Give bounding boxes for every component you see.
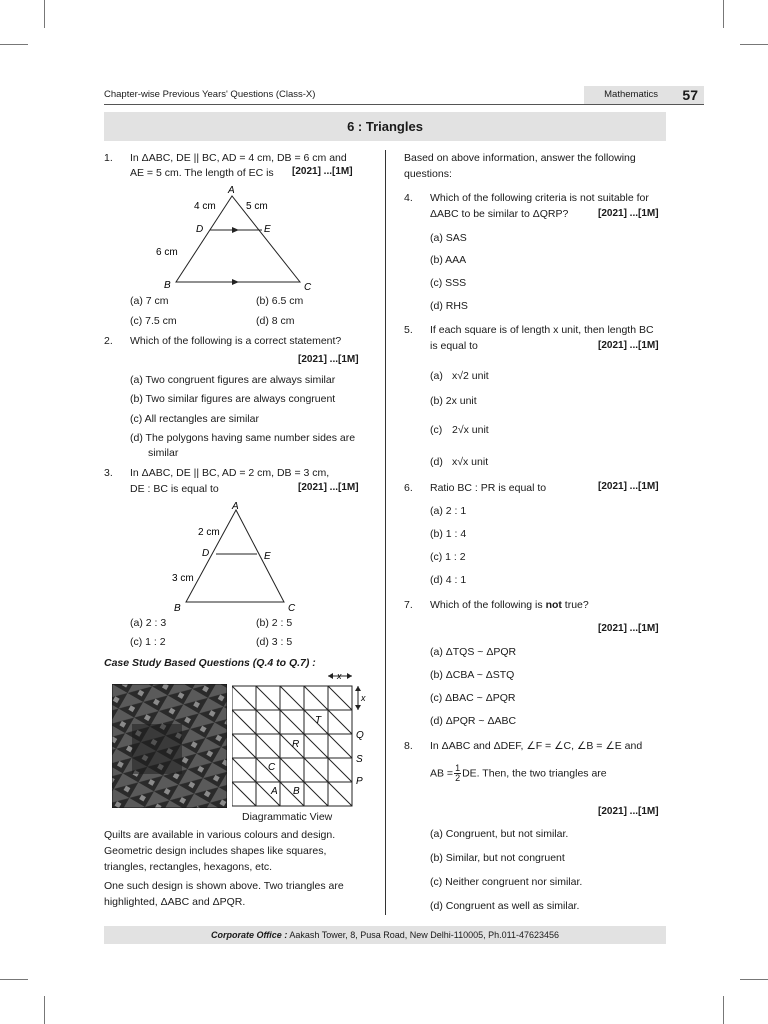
grid-label-q: Q	[356, 730, 364, 741]
vertex-b-label: B	[174, 603, 181, 614]
q4-option-a: (a) SAS	[430, 232, 467, 244]
q8-option-b: (b) Similar, but not congruent	[430, 852, 565, 864]
q1-option-d: (d) 8 cm	[256, 315, 295, 327]
q4-line2: ΔABC to be similar to ΔQRP?	[430, 208, 569, 220]
q7-option-b: (b) ΔCBA ~ ΔSTQ	[430, 669, 515, 681]
q8-option-d: (d) Congruent as well as similar.	[430, 900, 580, 912]
case-para1-line2: Geometric design includes shapes like squares,	[104, 845, 327, 857]
q3-year-mark: [2021] ...[1M]	[298, 482, 359, 493]
diagrammatic-grid	[232, 670, 382, 810]
vertex-c-label: C	[288, 603, 296, 614]
crop-mark	[0, 979, 28, 980]
parallel-arrow	[232, 227, 239, 233]
ad-length-label: 2 cm	[198, 527, 220, 538]
q5-option-a-value: x√2 unit	[452, 370, 489, 382]
q3-option-a: (a) 2 : 3	[130, 617, 167, 629]
point-d-label: D	[202, 548, 210, 559]
q8-line2	[430, 764, 607, 783]
grid-label-p: P	[356, 776, 363, 787]
q7-text	[430, 597, 589, 613]
grid-x-label: x	[337, 671, 342, 681]
crop-mark	[740, 979, 768, 980]
q5-year-mark: [2021] ...[1M]	[598, 340, 659, 351]
q5-option-c-label: (c)	[430, 424, 443, 436]
q1-option-b: (b) 6.5 cm	[256, 295, 304, 307]
vertex-b-label: B	[164, 280, 171, 291]
q3-option-c: (c) 1 : 2	[130, 636, 166, 648]
q8-year-mark: [2021] ...[1M]	[598, 806, 659, 817]
q3-option-b: (b) 2 : 5	[256, 617, 293, 629]
q6-text: Ratio BC : PR is equal to	[430, 482, 547, 494]
db-length-label: 3 cm	[172, 573, 194, 584]
q2-option-c: (c) All rectangles are similar	[130, 413, 259, 425]
q1-line1: In ΔABC, DE || BC, AD = 4 cm, DB = 6 cm and	[130, 152, 347, 164]
q2-option-d-cont: similar	[148, 447, 179, 459]
q6-option-a: (a) 2 : 1	[430, 505, 467, 517]
q8-fraction	[454, 764, 461, 783]
db-length-label: 6 cm	[156, 247, 178, 258]
crop-mark	[740, 44, 768, 45]
q1-option-a: (a) 7 cm	[130, 295, 169, 307]
q5-line2: is equal to	[430, 340, 478, 352]
q4-option-d: (d) RHS	[430, 300, 468, 312]
q7-text-pre: Which of the following is	[430, 599, 546, 611]
q3-number: 3.	[104, 467, 113, 479]
header-subject: Mathematics	[604, 89, 658, 100]
q3-line1: In ΔABC, DE || BC, AD = 2 cm, DB = 3 cm,	[130, 467, 330, 479]
grid-label-r: R	[292, 739, 300, 750]
grid-label-s: S	[356, 754, 363, 765]
column-divider	[385, 150, 386, 915]
header-book-title: Chapter-wise Previous Years' Questions (Class-X)	[104, 89, 316, 100]
point-e-label: E	[264, 224, 271, 235]
q4-number: 4.	[404, 192, 413, 204]
page-footer	[104, 926, 666, 944]
page-header	[104, 86, 704, 104]
vertex-a-label: A	[228, 185, 235, 196]
q1-triangle-figure	[140, 182, 340, 297]
chapter-title: 6 : Triangles	[104, 112, 666, 141]
grid-x-label-vertical: x	[361, 693, 366, 703]
quilt-photo	[112, 684, 227, 808]
q2-option-a: (a) Two congruent figures are always similar	[130, 374, 336, 386]
q1-line2: AE = 5 cm. The length of EC is	[130, 167, 274, 179]
crop-mark	[44, 996, 45, 1024]
q6-option-d: (d) 4 : 1	[430, 574, 467, 586]
grid-label-a: A	[271, 786, 278, 797]
crop-mark	[723, 0, 724, 28]
ae-length-label: 5 cm	[246, 201, 268, 212]
q4-option-b: (b) AAA	[430, 254, 467, 266]
page-number: 57	[682, 87, 698, 103]
q6-option-c: (c) 1 : 2	[430, 551, 466, 563]
q5-number: 5.	[404, 324, 413, 336]
right-intro-line1: Based on above information, answer the following	[404, 152, 636, 164]
grid-label-c: C	[268, 762, 276, 773]
footer-address: Aakash Tower, 8, Pusa Road, New Delhi-110005, Ph.011-47623456	[287, 930, 560, 940]
q4-option-c: (c) SSS	[430, 277, 467, 289]
q4-year-mark: [2021] ...[1M]	[598, 208, 659, 219]
q1-number: 1.	[104, 152, 113, 164]
q2-option-b: (b) Two similar figures are always congruent	[130, 393, 336, 405]
q2-option-d: (d) The polygons having same number sides are	[130, 432, 356, 444]
q7-option-c: (c) ΔBAC ~ ΔPQR	[430, 692, 516, 704]
q3-line2: DE : BC is equal to	[130, 483, 219, 495]
grid-caption: Diagrammatic View	[242, 811, 333, 823]
q5-option-b: (b) 2x unit	[430, 395, 477, 407]
q6-year-mark: [2021] ...[1M]	[598, 481, 659, 492]
q6-number: 6.	[404, 482, 413, 494]
q5-option-c-value: 2√x unit	[452, 424, 489, 436]
point-d-label: D	[196, 224, 204, 235]
q5-option-a-label: (a)	[430, 370, 443, 382]
ad-length-label: 4 cm	[194, 201, 216, 212]
q8-fraction-denominator: 2	[455, 773, 461, 783]
parallel-arrow	[232, 279, 239, 285]
q2-year-mark: [2021] ...[1M]	[298, 354, 359, 365]
crop-mark	[0, 44, 28, 45]
q3-triangle-figure	[160, 498, 320, 616]
q4-line1: Which of the following criteria is not suitable for	[430, 192, 649, 204]
crop-mark	[723, 996, 724, 1024]
q7-text-post: true?	[561, 599, 589, 611]
vertex-a-label: A	[232, 501, 239, 512]
q1-option-c: (c) 7.5 cm	[130, 315, 177, 327]
q7-option-d: (d) ΔPQR ~ ΔABC	[430, 715, 517, 727]
case-study-heading: Case Study Based Questions (Q.4 to Q.7) :	[104, 657, 316, 669]
q7-option-a: (a) ΔTQS ~ ΔPQR	[430, 646, 517, 658]
q8-line1: In ΔABC and ΔDEF, ∠F = ∠C, ∠B = ∠E and	[430, 740, 643, 752]
q5-option-d-label: (d)	[430, 456, 443, 468]
case-para1-line3: triangles, rectangles, hexagons, etc.	[104, 861, 273, 873]
q8-option-a: (a) Congruent, but not similar.	[430, 828, 569, 840]
q5-option-d-value: x√x unit	[452, 456, 489, 468]
q8-option-c: (c) Neither congruent nor similar.	[430, 876, 583, 888]
q7-year-mark: [2021] ...[1M]	[598, 623, 659, 634]
q6-option-b: (b) 1 : 4	[430, 528, 467, 540]
q7-number: 7.	[404, 599, 413, 611]
case-para1-line1: Quilts are available in various colours and design.	[104, 829, 336, 841]
q3-option-d: (d) 3 : 5	[256, 636, 293, 648]
vertex-c-label: C	[304, 282, 312, 293]
q7-text-bold: not	[545, 599, 562, 611]
case-para2-line2: highlighted, ΔABC and ΔPQR.	[104, 896, 246, 908]
header-rule	[104, 104, 704, 105]
header-subject-box	[584, 86, 704, 104]
q1-year-mark: [2021] ...[1M]	[292, 166, 353, 177]
case-para2-line1: One such design is shown above. Two triangles are	[104, 880, 344, 892]
grid-label-b: B	[293, 786, 300, 797]
crop-mark	[44, 0, 45, 28]
q8-number: 8.	[404, 740, 413, 752]
q8-line2-pre: AB =	[430, 767, 454, 780]
q5-line1: If each square is of length x unit, then length BC	[430, 324, 654, 336]
point-e-label: E	[264, 551, 271, 562]
q2-text: Which of the following is a correct statement?	[130, 335, 342, 347]
q8-line2-post: DE. Then, the two triangles are	[462, 767, 607, 780]
grid-label-t: T	[315, 715, 322, 726]
footer-label: Corporate Office :	[210, 930, 288, 940]
q2-number: 2.	[104, 335, 113, 347]
right-intro-line2: questions:	[404, 168, 452, 180]
q8-fraction-numerator: 1	[455, 763, 461, 773]
